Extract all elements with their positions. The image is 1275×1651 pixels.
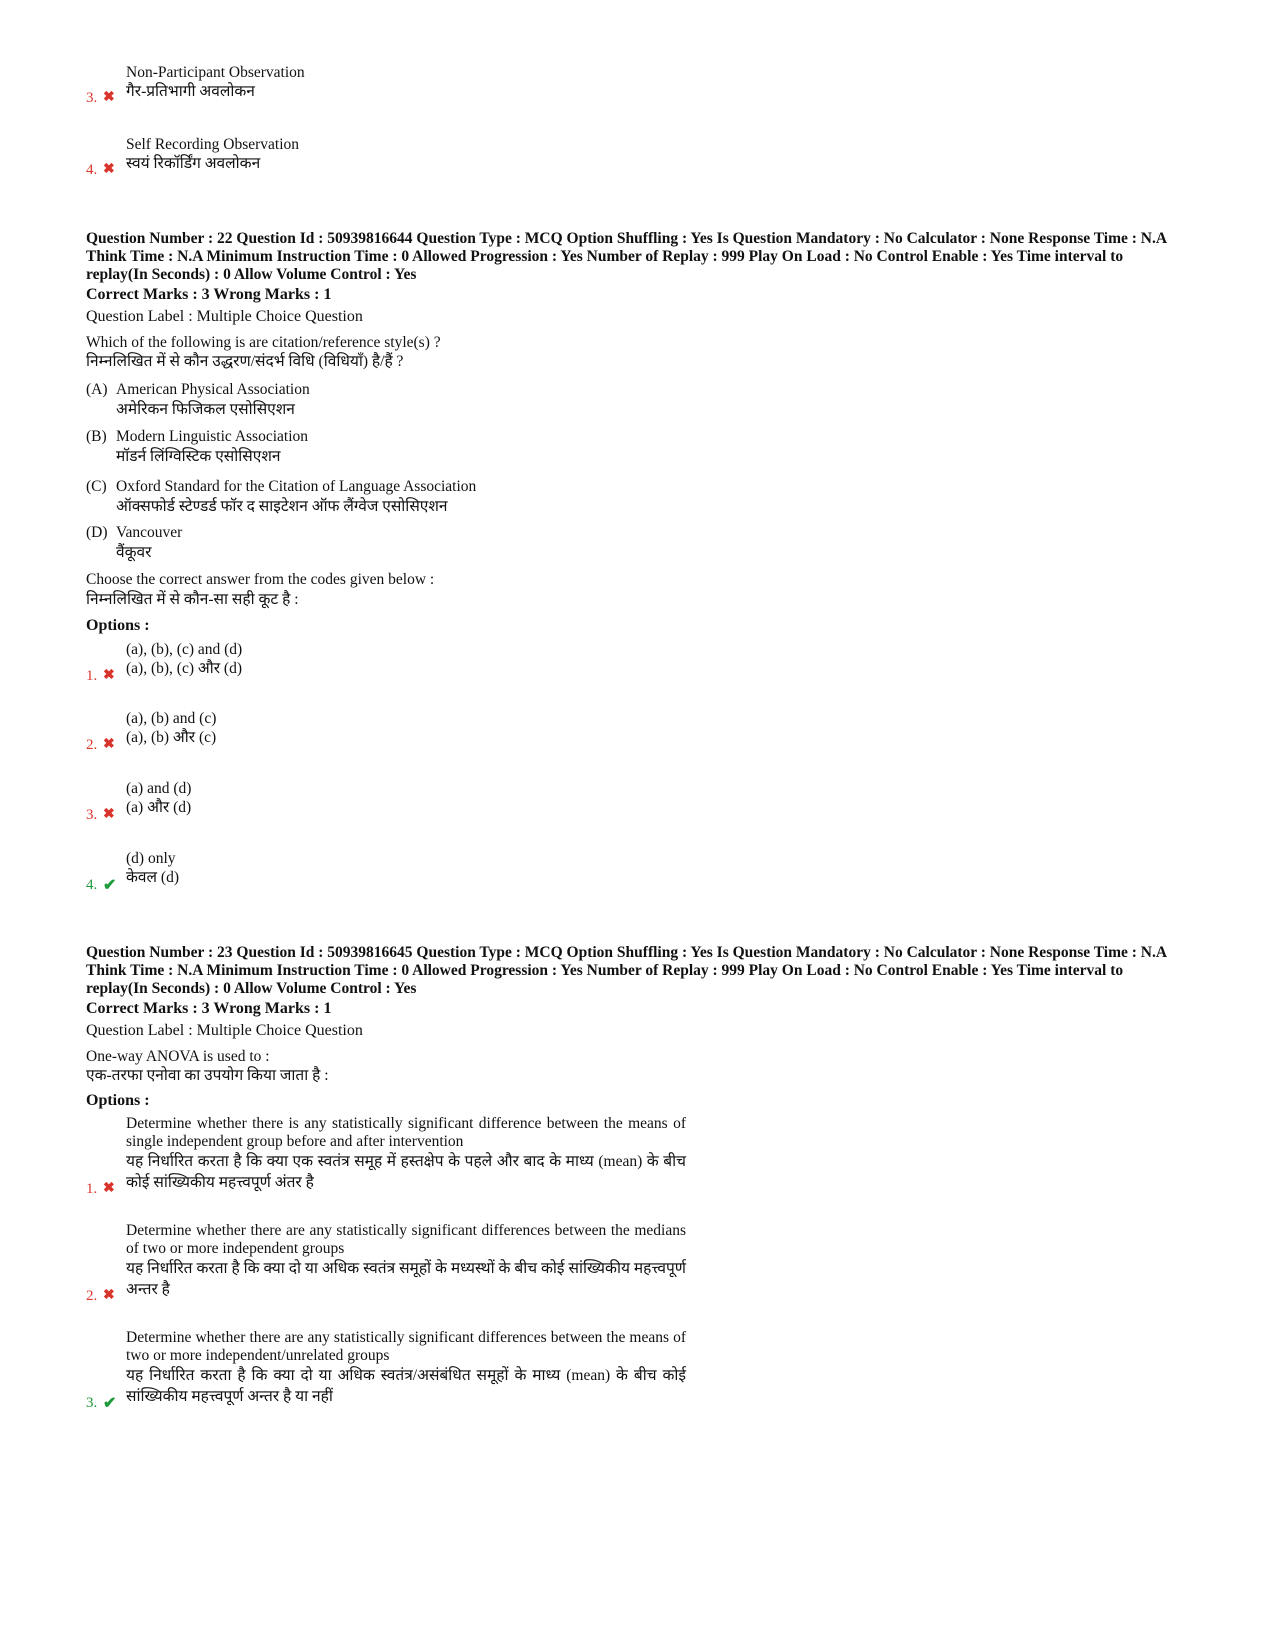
question-23-text-en: One-way ANOVA is used to : <box>86 1048 270 1065</box>
option-text-hi: यह निर्धारित करता है कि क्या दो या अधिक स्वतंत्र समूहों के मध्यस्थों के बीच कोई सांख्यिकीय महत्त्वपूर्ण अन्तर है <box>126 1260 686 1298</box>
wrong-cross-icon: ✖ <box>103 668 115 683</box>
option-text-en: (a) and (d) <box>126 780 192 797</box>
q23-option-2[interactable] <box>86 1222 786 1302</box>
option-number: 3. <box>86 807 98 823</box>
q22-option-4[interactable] <box>86 849 786 899</box>
q23-option-3[interactable] <box>86 1329 786 1412</box>
option-text-hi: केवल (d) <box>126 869 179 886</box>
option-number: 4. <box>86 162 98 178</box>
question-23-meta: Question Number : 23 Question Id : 50939816645 Question Type : MCQ Option Shuffling : Yes Is Question Mandatory : No Calculator : None Response Time : N.A Think Time : N.A Minimum Instruction Time : 0 Allowed Progression : Yes Number of Replay : 999 Play On Load : No Control Enable : Yes Time interval to replay(In Seconds) : 0 Allow Volume Control : Yes <box>86 944 1167 997</box>
question-22-marks: Correct Marks : 3 Wrong Marks : 1 <box>86 286 332 303</box>
statement-text-hi: ऑक्सफोर्ड स्टेण्डर्ड फॉर द साइटेशन ऑफ लैंग्वेज एसोसिएशन <box>116 498 448 515</box>
option-number: 2. <box>86 737 98 753</box>
wrong-cross-icon: ✖ <box>103 162 115 177</box>
option-number: 2. <box>86 1288 98 1304</box>
statement-text-en: American Physical Association <box>116 381 310 398</box>
correct-check-icon: ✔ <box>103 1395 117 1412</box>
statement-a <box>86 380 310 420</box>
option-text-en: (a), (b), (c) and (d) <box>126 641 243 658</box>
statement-c <box>86 477 476 517</box>
question-22-choose-hi: निम्नलिखित में से कौन-सा सही कूट है : <box>86 591 299 608</box>
statement-text-hi: मॉडर्न लिंग्विस्टिक एसोसिएशन <box>116 448 281 465</box>
question-22-choose-en: Choose the correct answer from the codes given below : <box>86 571 435 588</box>
q22-option-3[interactable] <box>86 779 786 829</box>
option-text-en: Determine whether there are any statistically significant differences between the means of two or more independent/unrelated groups <box>126 1329 686 1364</box>
option-number: 1. <box>86 1181 98 1197</box>
q22-option-2[interactable] <box>86 709 786 759</box>
option-text-hi: (a), (b), (c) और (d) <box>126 660 242 677</box>
statement-label: (A) <box>86 381 108 398</box>
option-number: 1. <box>86 668 98 684</box>
statement-text-en: Modern Linguistic Association <box>116 428 309 445</box>
question-22-label: Question Label : Multiple Choice Question <box>86 308 363 325</box>
option-number: 3. <box>86 1395 98 1411</box>
option-text-en: Determine whether there is any statistically significant difference between the means of single independent group before and after intervention <box>126 1115 686 1150</box>
statement-label: (B) <box>86 428 107 445</box>
option-text-hi: यह निर्धारित करता है कि क्या एक स्वतंत्र समूह में हस्तक्षेप के पहले और बाद के माध्य (mean) के बीच कोई सांख्यिकीय महत्त्वपूर्ण अंतर है <box>126 1153 686 1191</box>
wrong-cross-icon: ✖ <box>103 737 115 752</box>
wrong-cross-icon: ✖ <box>103 1288 115 1303</box>
statement-label: (C) <box>86 478 107 495</box>
option-text-en: Determine whether there are any statistically significant differences between the medians of two or more independent groups <box>126 1222 686 1257</box>
statement-label: (D) <box>86 524 108 541</box>
question-23-text-hi: एक-तरफा एनोवा का उपयोग किया जाता है : <box>86 1067 329 1084</box>
question-22-options-heading: Options : <box>86 617 150 634</box>
question-22-text-en: Which of the following is are citation/reference style(s) ? <box>86 334 441 351</box>
question-23-label: Question Label : Multiple Choice Question <box>86 1022 363 1039</box>
statement-text-en: Vancouver <box>116 524 183 541</box>
option-number: 3. <box>86 90 98 106</box>
option-text-hi: यह निर्धारित करता है कि क्या दो या अधिक स्वतंत्र/असंबंधित समूहों के माध्य (mean) के बीच कोई सांख्यिकीय महत्त्वपूर्ण अन्तर है या नहीं <box>126 1367 686 1405</box>
statement-text-en: Oxford Standard for the Citation of Language Association <box>116 478 477 495</box>
question-23-marks: Correct Marks : 3 Wrong Marks : 1 <box>86 1000 332 1017</box>
wrong-cross-icon: ✖ <box>103 90 115 105</box>
option-text-en: (a), (b) and (c) <box>126 710 217 727</box>
correct-check-icon: ✔ <box>103 877 117 894</box>
question-22-meta: Question Number : 22 Question Id : 50939816644 Question Type : MCQ Option Shuffling : Yes Is Question Mandatory : No Calculator : None Response Time : N.A Think Time : N.A Minimum Instruction Time : 0 Allowed Progression : Yes Number of Replay : 999 Play On Load : No Control Enable : Yes Time interval to replay(In Seconds) : 0 Allow Volume Control : Yes <box>86 230 1167 283</box>
option-text-hi: (a), (b) और (c) <box>126 729 217 746</box>
wrong-cross-icon: ✖ <box>103 807 115 822</box>
q23-option-1[interactable] <box>86 1115 786 1195</box>
prev-option-4 <box>86 135 786 185</box>
question-22-text-hi: निम्नलिखित में से कौन उद्धरण/संदर्भ विधि (विधियाँ) है/हैं ? <box>86 353 404 370</box>
option-text-hi: गैर-प्रतिभागी अवलोकन <box>126 83 255 100</box>
question-23-options-heading: Options : <box>86 1092 150 1109</box>
statement-text-hi: अमेरिकन फिजिकल एसोसिएशन <box>116 401 295 418</box>
option-text-en: Non-Participant Observation <box>126 64 305 81</box>
option-text-hi: स्वयं रिकॉर्डिंग अवलोकन <box>126 155 261 172</box>
option-number: 4. <box>86 877 98 893</box>
statement-d <box>86 523 182 563</box>
wrong-cross-icon: ✖ <box>103 1181 115 1196</box>
statement-text-hi: वैंकूवर <box>116 544 152 561</box>
option-text-en: (d) only <box>126 850 176 867</box>
prev-option-3 <box>86 63 786 113</box>
statement-b <box>86 427 308 467</box>
option-text-hi: (a) और (d) <box>126 799 192 816</box>
q22-option-1[interactable] <box>86 640 786 690</box>
option-text-en: Self Recording Observation <box>126 136 300 153</box>
